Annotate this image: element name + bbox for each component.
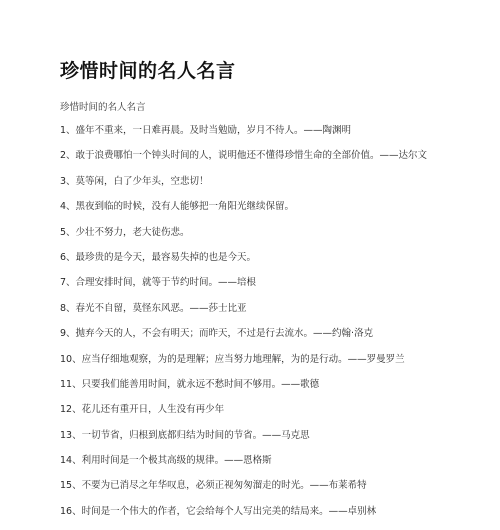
quote-item-6: 6、最珍贵的是今天，最容易失掉的也是今天。 bbox=[60, 251, 257, 263]
quote-item-15: 15、不要为已消尽之年华叹息，必须正视匆匆溜走的时光。——布莱希特 bbox=[60, 480, 367, 492]
quote-item-3: 3、莫等闲，白了少年头，空悲切！ bbox=[60, 175, 209, 187]
quote-item-5: 5、少壮不努力，老大徒伤悲。 bbox=[60, 226, 190, 238]
quote-item-13: 13、一切节省，归根到底都归结为时间的节省。——马克思 bbox=[60, 429, 310, 441]
quote-item-16: 16、时间是一个伟大的作者，它会给每个人写出完美的结局来。——卓别林 bbox=[60, 505, 377, 517]
quote-item-11: 11、只要我们能善用时间，就永远不愁时间不够用。——歌德 bbox=[60, 378, 320, 390]
page-title: 珍惜时间的名人名言 bbox=[60, 60, 236, 82]
quote-item-2: 2、敢于浪费哪怕一个钟头时间的人，说明他还不懂得珍惜生命的全部价值。——达尔文 bbox=[60, 150, 428, 162]
quote-list bbox=[60, 124, 490, 530]
quote-item-1: 1、盛年不重来，一日难再晨。及时当勉励，岁月不待人。——陶渊明 bbox=[60, 125, 352, 136]
quote-item-4: 4、黑夜到临的时候，没有人能够把一角阳光继续保留。 bbox=[60, 201, 295, 213]
quote-item-7: 7、合理安排时间，就等于节约时间。——培根 bbox=[60, 277, 257, 289]
quote-item-12: 12、花儿还有重开日，人生没有再少年 bbox=[60, 404, 225, 416]
section-subtitle: 珍惜时间的名人名言 bbox=[60, 102, 146, 113]
quote-item-14: 14、利用时间是一个极其高级的规律。——恩格斯 bbox=[60, 455, 272, 467]
quote-item-9: 9、抛弃今天的人，不会有明天；而昨天，不过是行去流水。——约翰·洛克 bbox=[60, 328, 374, 340]
quote-item-10: 10、应当仔细地观察，为的是理解；应当努力地理解，为的是行动。——罗曼罗兰 bbox=[60, 353, 405, 365]
quote-item-8: 8、春光不自留，莫怪东风恶。——莎士比亚 bbox=[60, 302, 247, 314]
